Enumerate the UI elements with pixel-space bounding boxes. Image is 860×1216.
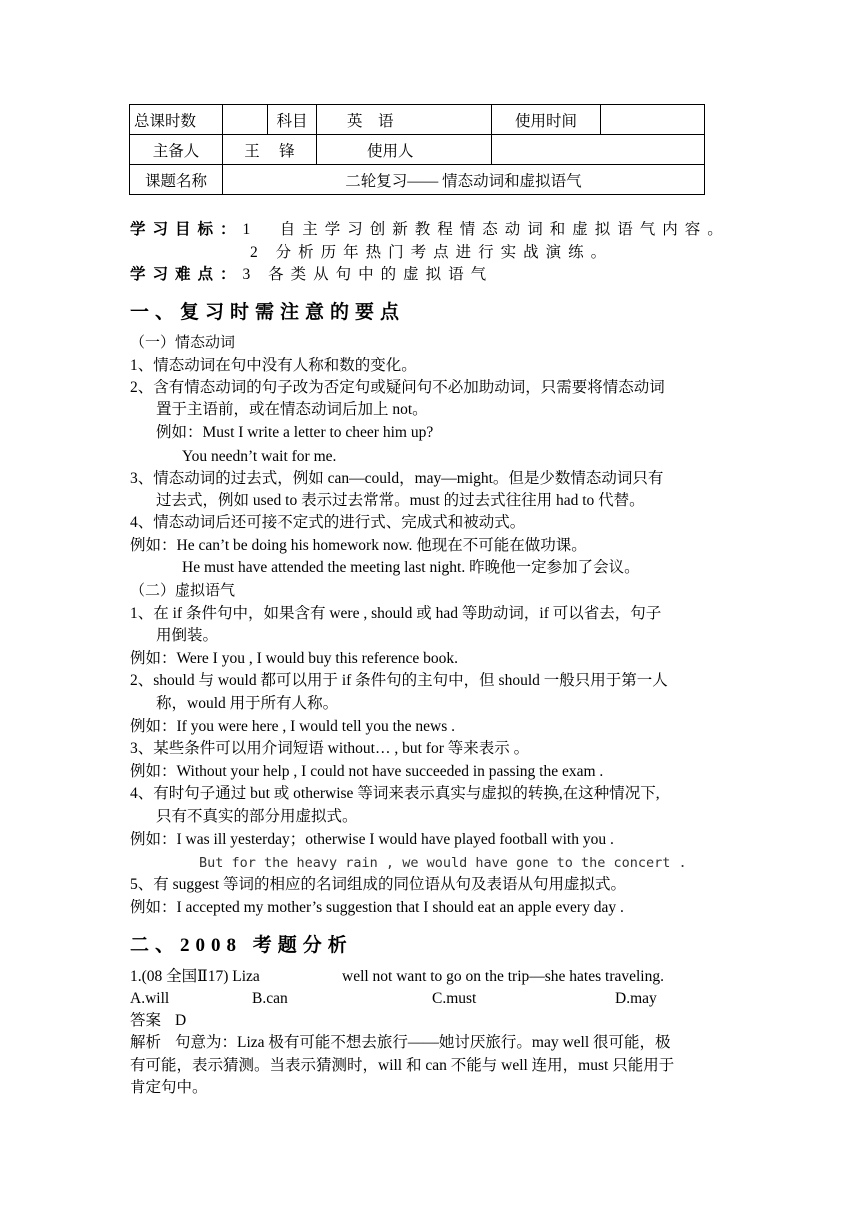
difficulty-row — [130, 264, 493, 286]
text-line: But for the heavy rain , we would have gone to the concert . — [199, 855, 687, 871]
text-line: 例如：I accepted my mother’s suggestion that I should eat an apple every day . — [130, 899, 624, 916]
option-b: B.can — [252, 990, 288, 1007]
text-line: 例如：He can’t be doing his homework now. 他现在不可能在做功课。 — [130, 537, 587, 554]
text-line: 1、情态动词在句中没有人称和数的变化。 — [130, 357, 417, 374]
analysis-line: 有可能，表示猜测。当表示猜测时，will 和 can 不能与 well 连用，must 只能用于 — [130, 1057, 675, 1074]
text-line: 例如：Must I write a letter to cheer him up? — [156, 424, 434, 441]
text-line: 置于主语前，或在情态动词后加上 not。 — [156, 401, 428, 418]
answer-row — [130, 1010, 186, 1032]
option-d: D.may — [615, 990, 657, 1007]
topic-label: 课题名称 — [130, 165, 223, 195]
text-line: He must have attended the meeting last night. 昨晚他一定参加了会议。 — [182, 559, 640, 576]
section-1-title: 一、复习时需注意的要点 — [130, 302, 406, 323]
text-line: 2、should 与 would 都可以用于 if 条件句的主句中，但 should 一般只用于第一人 — [130, 672, 668, 689]
subject-value: 英 语 — [317, 105, 492, 135]
text-line: 过去式，例如 used to 表示过去常常。must 的过去式往往用 had to 代替。 — [156, 492, 645, 509]
goal-item-1: 1 自主学习创新教程情态动词和虚拟语气内容。 — [242, 221, 730, 238]
question-1-rest: well not want to go on the trip—she hates traveling. — [342, 968, 664, 985]
total-hours-label: 总课时数 — [130, 105, 223, 135]
preparer-label: 主备人 — [130, 135, 223, 165]
text-line: 用倒装。 — [156, 627, 219, 644]
difficulty-text: 3 各类从句中的虚拟语气 — [242, 266, 494, 283]
text-line: 例如：If you were here , I would tell you the news . — [130, 718, 455, 735]
use-time-value — [601, 105, 705, 135]
subsection-modal-verbs: （一）情态动词 — [130, 334, 236, 351]
topic-value: 二轮复习—— 情态动词和虚拟语气 — [223, 165, 705, 195]
text-line: 例如：I was ill yesterday；otherwise I would have played football with you . — [130, 831, 614, 848]
text-line: 1、在 if 条件句中，如果含有 were , should 或 had 等助动词，if 可以省去，句子 — [130, 605, 662, 622]
goals-label: 学习目标： — [130, 221, 243, 238]
subsection-subjunctive: （二）虚拟语气 — [130, 582, 236, 599]
section-2-title: 二、2008 考题分析 — [130, 935, 353, 956]
text-line: 3、某些条件可以用介词短语 without… , but for 等来表示 。 — [130, 740, 530, 757]
text-line: 4、情态动词后还可接不定式的进行式、完成式和被动式。 — [130, 514, 526, 531]
text-line: You needn’t wait for me. — [182, 448, 337, 465]
preparer-value: 王 锋 — [223, 135, 317, 165]
goal-item-2: 2 分析历年热门考点进行实战演练。 — [250, 244, 614, 261]
answer-label: 答案 — [130, 1012, 162, 1029]
total-hours-value — [223, 105, 268, 135]
text-line: 例如：Without your help , I could not have succeeded in passing the exam . — [130, 763, 604, 780]
text-line: 2、含有情态动词的句子改为否定句或疑问句不必加助动词，只需要将情态动词 — [130, 379, 665, 396]
analysis-line: 句意为：Liza 极有可能不想去旅行——她讨厌旅行。may well 很可能，极 — [175, 1034, 671, 1051]
analysis-row-1 — [130, 1032, 671, 1054]
text-line: 5、有 suggest 等词的相应的名词组成的同位语从句及表语从句用虚拟式。 — [130, 876, 627, 893]
subject-label: 科目 — [268, 105, 317, 135]
header-row-2 — [130, 135, 705, 165]
goals-row-1 — [130, 219, 730, 241]
answer-value: D — [175, 1012, 187, 1029]
difficulty-label: 学习难点： — [130, 266, 243, 283]
text-line: 只有不真实的部分用虚拟式。 — [156, 808, 358, 825]
user-label: 使用人 — [317, 135, 492, 165]
option-a: A.will — [130, 990, 170, 1007]
header-row-3 — [130, 165, 705, 195]
text-line: 3、情态动词的过去式，例如 can—could，may—might。但是少数情态动词只有 — [130, 470, 664, 487]
option-c: C.must — [432, 990, 477, 1007]
question-1-prefix: 1.(08 全国Ⅱ17) Liza — [130, 968, 260, 985]
use-time-label: 使用时间 — [492, 105, 601, 135]
header-row-1 — [130, 105, 705, 135]
text-line: 例如：Were I you , I would buy this reference book. — [130, 650, 459, 667]
text-line: 称，would 用于所有人称。 — [156, 695, 339, 712]
header-table — [129, 104, 705, 195]
analysis-line: 肯定句中。 — [130, 1079, 208, 1096]
analysis-label: 解析 — [130, 1034, 162, 1051]
text-line: 4、有时句子通过 but 或 otherwise 等词来表示真实与虚拟的转换,在这种情况下, — [130, 785, 660, 802]
user-value — [492, 135, 705, 165]
